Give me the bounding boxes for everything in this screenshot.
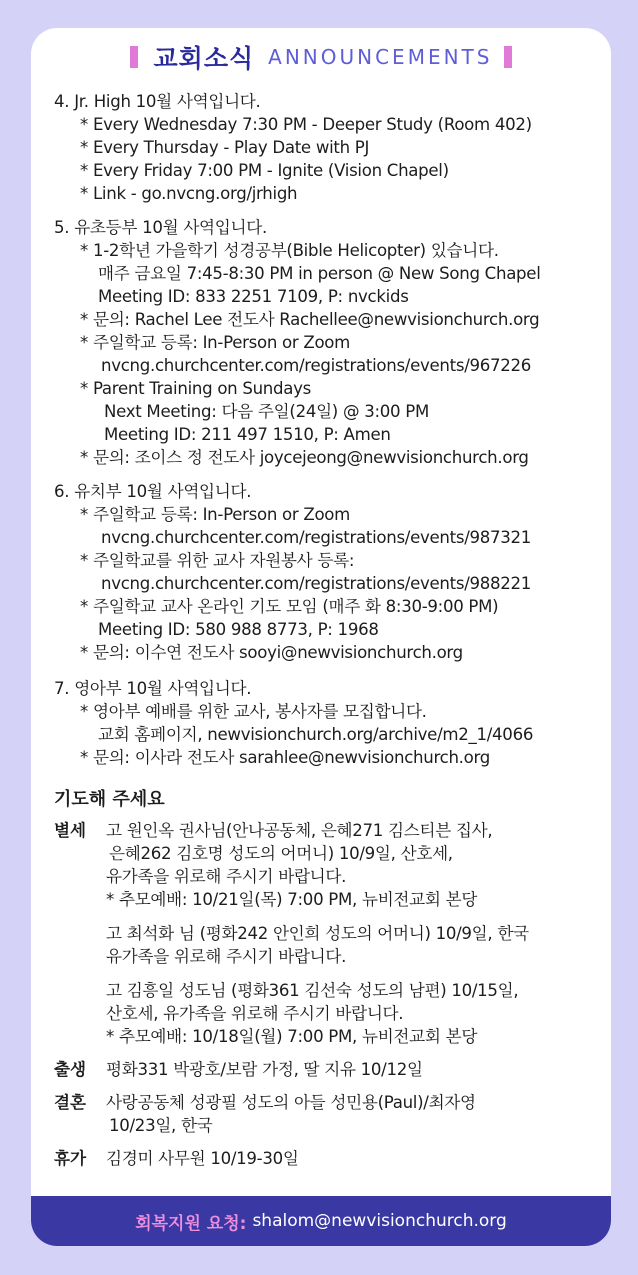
list-item: Meeting ID: 580 988 8773, P: 1968 xyxy=(98,620,379,639)
prayer-item-wedding xyxy=(54,1091,606,1137)
list-item: * Every Thursday - Play Date with PJ xyxy=(80,138,370,157)
prayer-line: 산호세, 유가족을 위로해 주시기 바랍니다. xyxy=(106,1004,404,1023)
section-jr-high xyxy=(54,90,606,205)
section-title: 7. 영아부 10월 사역입니다. xyxy=(54,679,252,698)
footer-bar xyxy=(31,1196,611,1246)
section-title: 6. 유치부 10월 사역입니다. xyxy=(54,482,252,501)
prayer-label: 별세 xyxy=(54,821,87,840)
announcements-card xyxy=(31,28,611,1246)
prayer-line: 유가족을 위로해 주시기 바랍니다. xyxy=(106,867,347,886)
announcements-header xyxy=(31,40,611,74)
list-item: * 주일학교를 위한 교사 자원봉사 등록: xyxy=(80,551,355,570)
list-item: nvcng.churchcenter.com/registrations/events/988221 xyxy=(101,574,532,593)
list-item: * Parent Training on Sundays xyxy=(80,379,311,398)
prayer-item-condolence xyxy=(54,819,606,1048)
prayer-line: 10/23일, 한국 xyxy=(109,1116,213,1135)
section-infant xyxy=(54,677,606,769)
prayer-label: 휴가 xyxy=(54,1149,87,1168)
prayer-line: 고 김흥일 성도님 (평화361 김선숙 성도의 남편) 10/15일, xyxy=(106,981,519,1000)
section-kindergarten xyxy=(54,480,606,664)
section-title: 4. Jr. High 10월 사역입니다. xyxy=(54,92,261,111)
list-item: * Link - go.nvcng.org/jrhigh xyxy=(80,184,298,203)
prayer-line: 김경미 사무원 10/19-30일 xyxy=(106,1149,299,1168)
prayer-line: 사랑공동체 성광필 성도의 아들 성민용(Paul)/최자영 xyxy=(106,1093,476,1112)
list-item: Next Meeting: 다음 주일(24일) @ 3:00 PM xyxy=(104,402,429,421)
list-item: Meeting ID: 833 2251 7109, P: nvckids xyxy=(98,287,409,306)
list-item: nvcng.churchcenter.com/registrations/events/967226 xyxy=(101,356,532,375)
list-item: * 주일학교 등록: In-Person or Zoom xyxy=(80,333,351,352)
accent-bar-left xyxy=(130,46,138,68)
prayer-label: 출생 xyxy=(54,1060,87,1079)
list-item: * 주일학교 등록: In-Person or Zoom xyxy=(80,505,351,524)
list-item: 교회 홈페이지, newvisionchurch.org/archive/m2_1/4066 xyxy=(98,725,534,744)
prayer-item-leave xyxy=(54,1147,606,1170)
prayer-item-birth xyxy=(54,1058,606,1081)
footer-email-link[interactable]: shalom@newvisionchurch.org xyxy=(252,1211,507,1231)
list-item: * 문의: 이사라 전도사 sarahlee@newvisionchurch.org xyxy=(80,748,490,767)
accent-bar-right xyxy=(504,46,512,68)
list-item: * 영아부 예배를 위한 교사, 봉사자를 모집합니다. xyxy=(80,702,427,721)
prayer-line: * 추모예배: 10/18일(월) 7:00 PM, 뉴비전교회 본당 xyxy=(106,1027,478,1046)
list-item: 매주 금요일 7:45-8:30 PM in person @ New Song Chapel xyxy=(98,264,541,283)
list-item: Meeting ID: 211 497 1510, P: Amen xyxy=(104,425,391,444)
title-korean: 교회소식 xyxy=(153,44,255,73)
list-item: * Every Wednesday 7:30 PM - Deeper Study (Room 402) xyxy=(80,115,532,134)
list-item: * 문의: Rachel Lee 전도사 Rachellee@newvisionchurch.org xyxy=(80,310,540,329)
prayer-line: 유가족을 위로해 주시기 바랍니다. xyxy=(106,947,347,966)
footer-label: 회복지원 요청: xyxy=(135,1213,247,1234)
prayer-title: 기도해 주세요 xyxy=(54,789,165,810)
prayer-line: 평화331 박광호/보람 가정, 딸 지유 10/12일 xyxy=(106,1060,423,1079)
prayer-line: 고 최석화 님 (평화242 안인희 성도의 어머니) 10/9일, 한국 xyxy=(106,924,529,943)
list-item: * 1-2학년 가을학기 성경공부(Bible Helicopter) 있습니다. xyxy=(80,241,499,260)
list-item: * 주일학교 교사 온라인 기도 모임 (매주 화 8:30-9:00 PM) xyxy=(80,597,499,616)
list-item: * 문의: 이수연 전도사 sooyi@newvisionchurch.org xyxy=(80,643,463,662)
prayer-line: * 추모예배: 10/21일(목) 7:00 PM, 뉴비전교회 본당 xyxy=(106,890,478,909)
section-title: 5. 유초등부 10월 사역입니다. xyxy=(54,218,267,237)
section-elementary xyxy=(54,216,606,469)
title-english: ANNOUNCEMENTS xyxy=(268,45,493,69)
prayer-line: 은혜262 김호명 성도의 어머니) 10/9일, 산호세, xyxy=(109,844,453,863)
prayer-label: 결혼 xyxy=(54,1093,87,1112)
list-item: * Every Friday 7:00 PM - Ignite (Vision Chapel) xyxy=(80,161,449,180)
list-item: * 문의: 조이스 정 전도사 joycejeong@newvisionchurch.org xyxy=(80,448,529,467)
announcements-content xyxy=(54,90,606,1170)
list-item: nvcng.churchcenter.com/registrations/events/987321 xyxy=(101,528,532,547)
prayer-line: 고 원인옥 권사님(안나공동체, 은혜271 김스티븐 집사, xyxy=(106,821,493,840)
